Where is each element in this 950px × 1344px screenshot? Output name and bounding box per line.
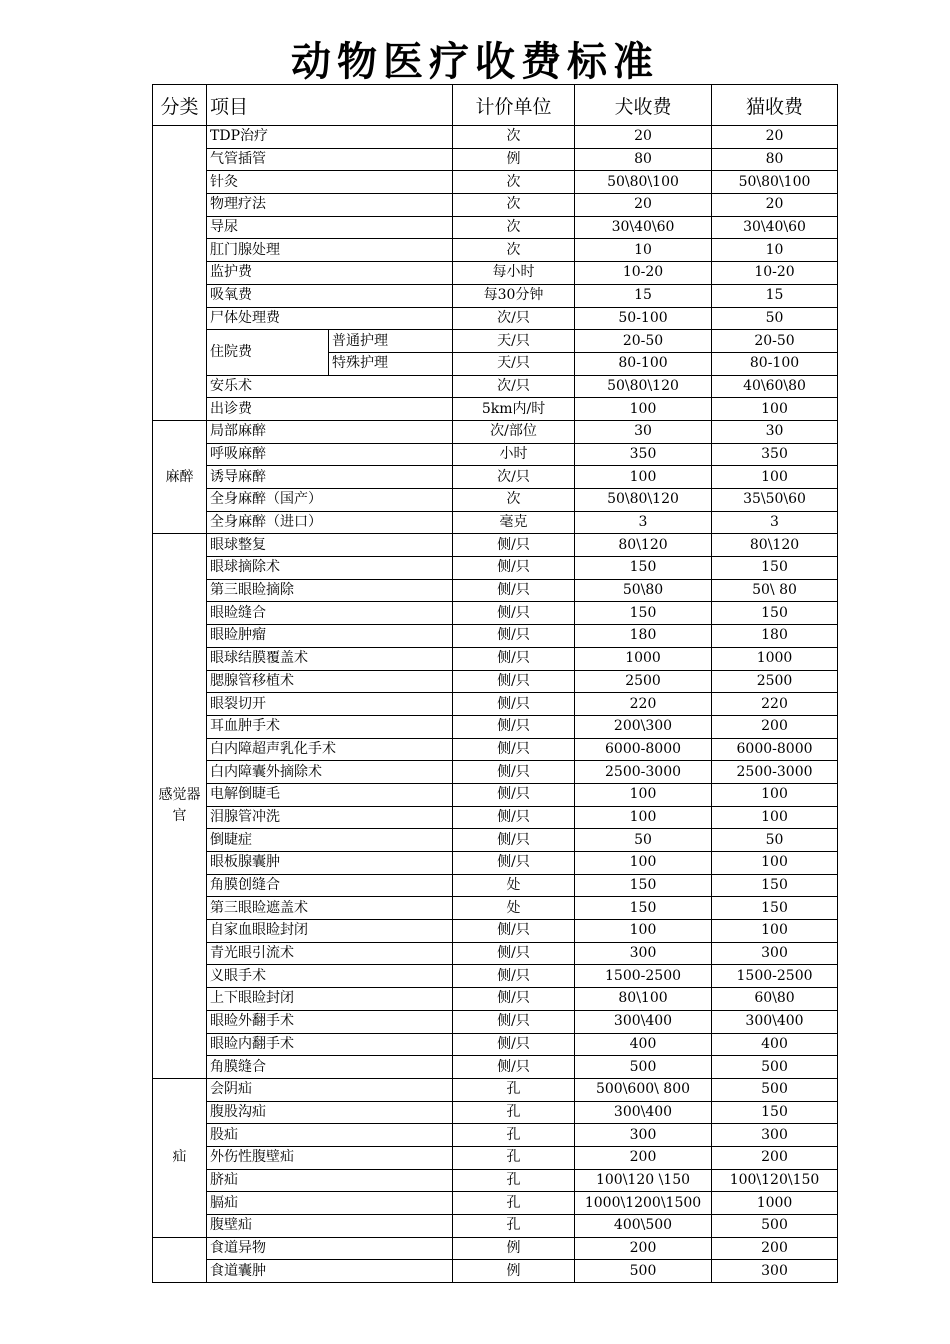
dog-fee-cell: 15 bbox=[575, 284, 712, 307]
dog-fee-cell: 400\500 bbox=[575, 1215, 712, 1238]
table-row bbox=[153, 1010, 838, 1033]
fee-table bbox=[152, 84, 838, 1283]
table-row bbox=[153, 557, 838, 580]
unit-cell: 次/只 bbox=[453, 307, 575, 330]
item-cell: 角膜缝合 bbox=[207, 1056, 453, 1079]
table-row bbox=[153, 738, 838, 761]
unit-cell: 次 bbox=[453, 126, 575, 149]
unit-cell: 侧/只 bbox=[453, 1033, 575, 1056]
unit-cell: 侧/只 bbox=[453, 670, 575, 693]
item-cell: 眼板腺囊肿 bbox=[207, 852, 453, 875]
item-cell: 眼球整复 bbox=[207, 534, 453, 557]
cat-fee-cell: 100 bbox=[712, 466, 838, 489]
table-row bbox=[153, 874, 838, 897]
dog-fee-cell: 150 bbox=[575, 602, 712, 625]
item-cell: 肛门腺处理 bbox=[207, 239, 453, 262]
unit-cell: 侧/只 bbox=[453, 920, 575, 943]
item-cell: 食道囊肿 bbox=[207, 1260, 453, 1283]
table-row bbox=[153, 1101, 838, 1124]
dog-fee-cell: 50\80\120 bbox=[575, 489, 712, 512]
cat-fee-cell: 35\50\60 bbox=[712, 489, 838, 512]
dog-fee-cell: 100\120 \150 bbox=[575, 1169, 712, 1192]
dog-fee-cell: 150 bbox=[575, 897, 712, 920]
item-cell: 尸体处理费 bbox=[207, 307, 453, 330]
unit-cell: 侧/只 bbox=[453, 625, 575, 648]
cat-fee-cell: 100\120\150 bbox=[712, 1169, 838, 1192]
cat-fee-cell: 20 bbox=[712, 194, 838, 217]
table-row bbox=[153, 194, 838, 217]
dog-fee-cell: 220 bbox=[575, 693, 712, 716]
cat-fee-cell: 1000 bbox=[712, 1192, 838, 1215]
table-row bbox=[153, 897, 838, 920]
item-cell: 监护费 bbox=[207, 262, 453, 285]
cat-fee-cell: 3 bbox=[712, 511, 838, 534]
table-row bbox=[153, 420, 838, 443]
table-row bbox=[153, 852, 838, 875]
item-cell: 局部麻醉 bbox=[207, 420, 453, 443]
table-row bbox=[153, 489, 838, 512]
item-cell: 会阴疝 bbox=[207, 1078, 453, 1101]
cat-fee-cell: 100 bbox=[712, 806, 838, 829]
dog-fee-cell: 1000\1200\1500 bbox=[575, 1192, 712, 1215]
item-cell: 眼裂切开 bbox=[207, 693, 453, 716]
dog-fee-cell: 100 bbox=[575, 920, 712, 943]
table-row bbox=[153, 647, 838, 670]
table-row bbox=[153, 1056, 838, 1079]
cat-fee-cell: 500 bbox=[712, 1215, 838, 1238]
table-row bbox=[153, 126, 838, 149]
header-item: 项目 bbox=[207, 85, 453, 126]
cat-fee-cell: 1000 bbox=[712, 647, 838, 670]
item-cell: 脐疝 bbox=[207, 1169, 453, 1192]
cat-fee-cell: 50 bbox=[712, 307, 838, 330]
unit-cell: 孔 bbox=[453, 1078, 575, 1101]
cat-fee-cell: 30 bbox=[712, 420, 838, 443]
cat-fee-cell: 200 bbox=[712, 1237, 838, 1260]
dog-fee-cell: 1500-2500 bbox=[575, 965, 712, 988]
unit-cell: 小时 bbox=[453, 443, 575, 466]
cat-fee-cell: 80 bbox=[712, 148, 838, 171]
table-row bbox=[153, 829, 838, 852]
unit-cell: 例 bbox=[453, 1237, 575, 1260]
unit-cell: 侧/只 bbox=[453, 965, 575, 988]
item-cell: 出诊费 bbox=[207, 398, 453, 421]
unit-cell: 侧/只 bbox=[453, 715, 575, 738]
unit-cell: 孔 bbox=[453, 1215, 575, 1238]
dog-fee-cell: 500\600\ 800 bbox=[575, 1078, 712, 1101]
item-cell: 导尿 bbox=[207, 216, 453, 239]
dog-fee-cell: 100 bbox=[575, 783, 712, 806]
cat-fee-cell: 100 bbox=[712, 398, 838, 421]
cat-fee-cell: 50 bbox=[712, 829, 838, 852]
cat-fee-cell: 300\400 bbox=[712, 1010, 838, 1033]
cat-fee-cell: 200 bbox=[712, 715, 838, 738]
dog-fee-cell: 80\120 bbox=[575, 534, 712, 557]
cat-fee-cell: 300 bbox=[712, 1260, 838, 1283]
item-cell: 上下眼睑封闭 bbox=[207, 988, 453, 1011]
cat-fee-cell: 80\120 bbox=[712, 534, 838, 557]
unit-cell: 孔 bbox=[453, 1146, 575, 1169]
table-row bbox=[153, 602, 838, 625]
item-cell: 食道异物 bbox=[207, 1237, 453, 1260]
unit-cell: 次/只 bbox=[453, 375, 575, 398]
item-cell: 吸氧费 bbox=[207, 284, 453, 307]
unit-cell: 处 bbox=[453, 874, 575, 897]
category-cell: 感觉器官 bbox=[153, 534, 207, 1079]
item-cell: 腹股沟疝 bbox=[207, 1101, 453, 1124]
fee-table-body bbox=[153, 126, 838, 1283]
table-row bbox=[153, 1215, 838, 1238]
unit-cell: 次 bbox=[453, 239, 575, 262]
table-row bbox=[153, 171, 838, 194]
dog-fee-cell: 300 bbox=[575, 942, 712, 965]
table-row bbox=[153, 942, 838, 965]
table-row bbox=[153, 693, 838, 716]
dog-fee-cell: 1000 bbox=[575, 647, 712, 670]
table-row bbox=[153, 1124, 838, 1147]
dog-fee-cell: 100 bbox=[575, 398, 712, 421]
table-row bbox=[153, 965, 838, 988]
cat-fee-cell: 15 bbox=[712, 284, 838, 307]
unit-cell: 侧/只 bbox=[453, 534, 575, 557]
cat-fee-cell: 50\ 80 bbox=[712, 579, 838, 602]
dog-fee-cell: 400 bbox=[575, 1033, 712, 1056]
unit-cell: 天/只 bbox=[453, 330, 575, 353]
dog-fee-cell: 80\100 bbox=[575, 988, 712, 1011]
unit-cell: 毫克 bbox=[453, 511, 575, 534]
cat-fee-cell: 100 bbox=[712, 920, 838, 943]
unit-cell: 孔 bbox=[453, 1169, 575, 1192]
dog-fee-cell: 30\40\60 bbox=[575, 216, 712, 239]
cat-fee-cell: 2500 bbox=[712, 670, 838, 693]
table-row bbox=[153, 466, 838, 489]
dog-fee-cell: 150 bbox=[575, 557, 712, 580]
item-cell: 第三眼睑遮盖术 bbox=[207, 897, 453, 920]
dog-fee-cell: 500 bbox=[575, 1056, 712, 1079]
cat-fee-cell: 500 bbox=[712, 1056, 838, 1079]
item-cell: 全身麻醉（进口） bbox=[207, 511, 453, 534]
unit-cell: 侧/只 bbox=[453, 1056, 575, 1079]
item-cell: 白内障超声乳化手术 bbox=[207, 738, 453, 761]
cat-fee-cell: 400 bbox=[712, 1033, 838, 1056]
cat-fee-cell: 1500-2500 bbox=[712, 965, 838, 988]
table-row bbox=[153, 670, 838, 693]
cat-fee-cell: 30\40\60 bbox=[712, 216, 838, 239]
cat-fee-cell: 150 bbox=[712, 874, 838, 897]
dog-fee-cell: 200\300 bbox=[575, 715, 712, 738]
item-cell: 角膜创缝合 bbox=[207, 874, 453, 897]
dog-fee-cell: 350 bbox=[575, 443, 712, 466]
cat-fee-cell: 80-100 bbox=[712, 352, 838, 375]
dog-fee-cell: 50\80\100 bbox=[575, 171, 712, 194]
dog-fee-cell: 80-100 bbox=[575, 352, 712, 375]
table-row bbox=[153, 262, 838, 285]
table-row bbox=[153, 375, 838, 398]
cat-fee-cell: 20 bbox=[712, 126, 838, 149]
item-cell: 腮腺管移植术 bbox=[207, 670, 453, 693]
dog-fee-cell: 300\400 bbox=[575, 1010, 712, 1033]
unit-cell: 侧/只 bbox=[453, 988, 575, 1011]
item-cell: 气管插管 bbox=[207, 148, 453, 171]
unit-cell: 侧/只 bbox=[453, 1010, 575, 1033]
unit-cell: 侧/只 bbox=[453, 852, 575, 875]
cat-fee-cell: 6000-8000 bbox=[712, 738, 838, 761]
table-row bbox=[153, 1078, 838, 1101]
cat-fee-cell: 40\60\80 bbox=[712, 375, 838, 398]
item-cell: 全身麻醉（国产） bbox=[207, 489, 453, 512]
table-row bbox=[153, 761, 838, 784]
cat-fee-cell: 200 bbox=[712, 1146, 838, 1169]
dog-fee-cell: 10 bbox=[575, 239, 712, 262]
table-row bbox=[153, 534, 838, 557]
unit-cell: 孔 bbox=[453, 1124, 575, 1147]
unit-cell: 每30分钟 bbox=[453, 284, 575, 307]
item-cell: 诱导麻醉 bbox=[207, 466, 453, 489]
cat-fee-cell: 350 bbox=[712, 443, 838, 466]
table-row bbox=[153, 1260, 838, 1283]
item-cell: 眼球摘除术 bbox=[207, 557, 453, 580]
category-cell bbox=[153, 126, 207, 421]
unit-cell: 侧/只 bbox=[453, 829, 575, 852]
item-cell: 股疝 bbox=[207, 1124, 453, 1147]
unit-cell: 侧/只 bbox=[453, 647, 575, 670]
table-row bbox=[153, 284, 838, 307]
unit-cell: 侧/只 bbox=[453, 761, 575, 784]
unit-cell: 处 bbox=[453, 897, 575, 920]
dog-fee-cell: 100 bbox=[575, 852, 712, 875]
table-header-row bbox=[153, 85, 838, 126]
dog-fee-cell: 300 bbox=[575, 1124, 712, 1147]
dog-fee-cell: 300\400 bbox=[575, 1101, 712, 1124]
table-row bbox=[153, 511, 838, 534]
unit-cell: 次 bbox=[453, 171, 575, 194]
table-row bbox=[153, 239, 838, 262]
unit-cell: 侧/只 bbox=[453, 738, 575, 761]
item-cell: 倒睫症 bbox=[207, 829, 453, 852]
dog-fee-cell: 6000-8000 bbox=[575, 738, 712, 761]
dog-fee-cell: 20-50 bbox=[575, 330, 712, 353]
table-row bbox=[153, 148, 838, 171]
dog-fee-cell: 2500 bbox=[575, 670, 712, 693]
unit-cell: 次 bbox=[453, 216, 575, 239]
table-row bbox=[153, 216, 838, 239]
table-row bbox=[153, 307, 838, 330]
table-row bbox=[153, 783, 838, 806]
cat-fee-cell: 10 bbox=[712, 239, 838, 262]
unit-cell: 侧/只 bbox=[453, 783, 575, 806]
cat-fee-cell: 150 bbox=[712, 602, 838, 625]
unit-cell: 孔 bbox=[453, 1101, 575, 1124]
item-cell: 安乐术 bbox=[207, 375, 453, 398]
unit-cell: 5km内/时 bbox=[453, 398, 575, 421]
cat-fee-cell: 500 bbox=[712, 1078, 838, 1101]
unit-cell: 例 bbox=[453, 1260, 575, 1283]
item-cell: 针灸 bbox=[207, 171, 453, 194]
item-cell: 耳血肿手术 bbox=[207, 715, 453, 738]
item-cell: 眼睑内翻手术 bbox=[207, 1033, 453, 1056]
subitem-cell: 普通护理 bbox=[329, 330, 453, 353]
table-row bbox=[153, 988, 838, 1011]
item-cell: 泪腺管冲洗 bbox=[207, 806, 453, 829]
item-cell: 电解倒睫毛 bbox=[207, 783, 453, 806]
unit-cell: 每小时 bbox=[453, 262, 575, 285]
cat-fee-cell: 300 bbox=[712, 942, 838, 965]
unit-cell: 次/只 bbox=[453, 466, 575, 489]
unit-cell: 侧/只 bbox=[453, 557, 575, 580]
item-cell: 腹壁疝 bbox=[207, 1215, 453, 1238]
dog-fee-cell: 100 bbox=[575, 806, 712, 829]
unit-cell: 次 bbox=[453, 194, 575, 217]
cat-fee-cell: 150 bbox=[712, 1101, 838, 1124]
category-cell: 麻醉 bbox=[153, 420, 207, 533]
table-row bbox=[153, 806, 838, 829]
unit-cell: 侧/只 bbox=[453, 579, 575, 602]
dog-fee-cell: 10-20 bbox=[575, 262, 712, 285]
subitem-cell: 特殊护理 bbox=[329, 352, 453, 375]
dog-fee-cell: 50\80 bbox=[575, 579, 712, 602]
dog-fee-cell: 200 bbox=[575, 1146, 712, 1169]
cat-fee-cell: 20-50 bbox=[712, 330, 838, 353]
dog-fee-cell: 100 bbox=[575, 466, 712, 489]
header-unit: 计价单位 bbox=[453, 85, 575, 126]
unit-cell: 侧/只 bbox=[453, 693, 575, 716]
table-row bbox=[153, 1237, 838, 1260]
page-title: 动物医疗收费标准 bbox=[291, 39, 659, 85]
table-row bbox=[153, 398, 838, 421]
unit-cell: 侧/只 bbox=[453, 806, 575, 829]
dog-fee-cell: 3 bbox=[575, 511, 712, 534]
dog-fee-cell: 150 bbox=[575, 874, 712, 897]
cat-fee-cell: 100 bbox=[712, 783, 838, 806]
item-cell: 自家血眼睑封闭 bbox=[207, 920, 453, 943]
unit-cell: 次/部位 bbox=[453, 420, 575, 443]
item-cell: 膈疝 bbox=[207, 1192, 453, 1215]
unit-cell: 例 bbox=[453, 148, 575, 171]
item-cell: 外伤性腹壁疝 bbox=[207, 1146, 453, 1169]
category-cell bbox=[153, 1237, 207, 1282]
cat-fee-cell: 60\80 bbox=[712, 988, 838, 1011]
item-cell: 眼球结膜覆盖术 bbox=[207, 647, 453, 670]
item-cell: 眼睑缝合 bbox=[207, 602, 453, 625]
dog-fee-cell: 2500-3000 bbox=[575, 761, 712, 784]
cat-fee-cell: 180 bbox=[712, 625, 838, 648]
dog-fee-cell: 30 bbox=[575, 420, 712, 443]
item-cell: 物理疗法 bbox=[207, 194, 453, 217]
cat-fee-cell: 10-20 bbox=[712, 262, 838, 285]
category-cell: 疝 bbox=[153, 1078, 207, 1237]
dog-fee-cell: 200 bbox=[575, 1237, 712, 1260]
table-row bbox=[153, 1146, 838, 1169]
cat-fee-cell: 150 bbox=[712, 897, 838, 920]
item-cell: 呼吸麻醉 bbox=[207, 443, 453, 466]
table-row bbox=[153, 443, 838, 466]
dog-fee-cell: 20 bbox=[575, 194, 712, 217]
table-row bbox=[153, 920, 838, 943]
item-cell: TDP治疗 bbox=[207, 126, 453, 149]
cat-fee-cell: 300 bbox=[712, 1124, 838, 1147]
cat-fee-cell: 100 bbox=[712, 852, 838, 875]
dog-fee-cell: 50-100 bbox=[575, 307, 712, 330]
header-dog-fee: 犬收费 bbox=[575, 85, 712, 126]
dog-fee-cell: 80 bbox=[575, 148, 712, 171]
item-cell: 眼睑外翻手术 bbox=[207, 1010, 453, 1033]
table-row bbox=[153, 715, 838, 738]
table-row bbox=[153, 1192, 838, 1215]
unit-cell: 天/只 bbox=[453, 352, 575, 375]
unit-cell: 侧/只 bbox=[453, 942, 575, 965]
item-cell: 住院费 bbox=[207, 330, 329, 375]
header-category: 分类 bbox=[153, 85, 207, 126]
item-cell: 义眼手术 bbox=[207, 965, 453, 988]
item-cell: 眼睑肿瘤 bbox=[207, 625, 453, 648]
table-row bbox=[153, 625, 838, 648]
unit-cell: 孔 bbox=[453, 1192, 575, 1215]
cat-fee-cell: 2500-3000 bbox=[712, 761, 838, 784]
item-cell: 青光眼引流术 bbox=[207, 942, 453, 965]
table-row bbox=[153, 1169, 838, 1192]
dog-fee-cell: 20 bbox=[575, 126, 712, 149]
dog-fee-cell: 50 bbox=[575, 829, 712, 852]
item-cell: 白内障囊外摘除术 bbox=[207, 761, 453, 784]
table-row bbox=[153, 579, 838, 602]
item-cell: 第三眼睑摘除 bbox=[207, 579, 453, 602]
table-row bbox=[153, 330, 838, 353]
cat-fee-cell: 220 bbox=[712, 693, 838, 716]
cat-fee-cell: 150 bbox=[712, 557, 838, 580]
header-cat-fee: 猫收费 bbox=[712, 85, 838, 126]
dog-fee-cell: 180 bbox=[575, 625, 712, 648]
dog-fee-cell: 50\80\120 bbox=[575, 375, 712, 398]
unit-cell: 次 bbox=[453, 489, 575, 512]
dog-fee-cell: 500 bbox=[575, 1260, 712, 1283]
unit-cell: 侧/只 bbox=[453, 602, 575, 625]
table-row bbox=[153, 1033, 838, 1056]
cat-fee-cell: 50\80\100 bbox=[712, 171, 838, 194]
